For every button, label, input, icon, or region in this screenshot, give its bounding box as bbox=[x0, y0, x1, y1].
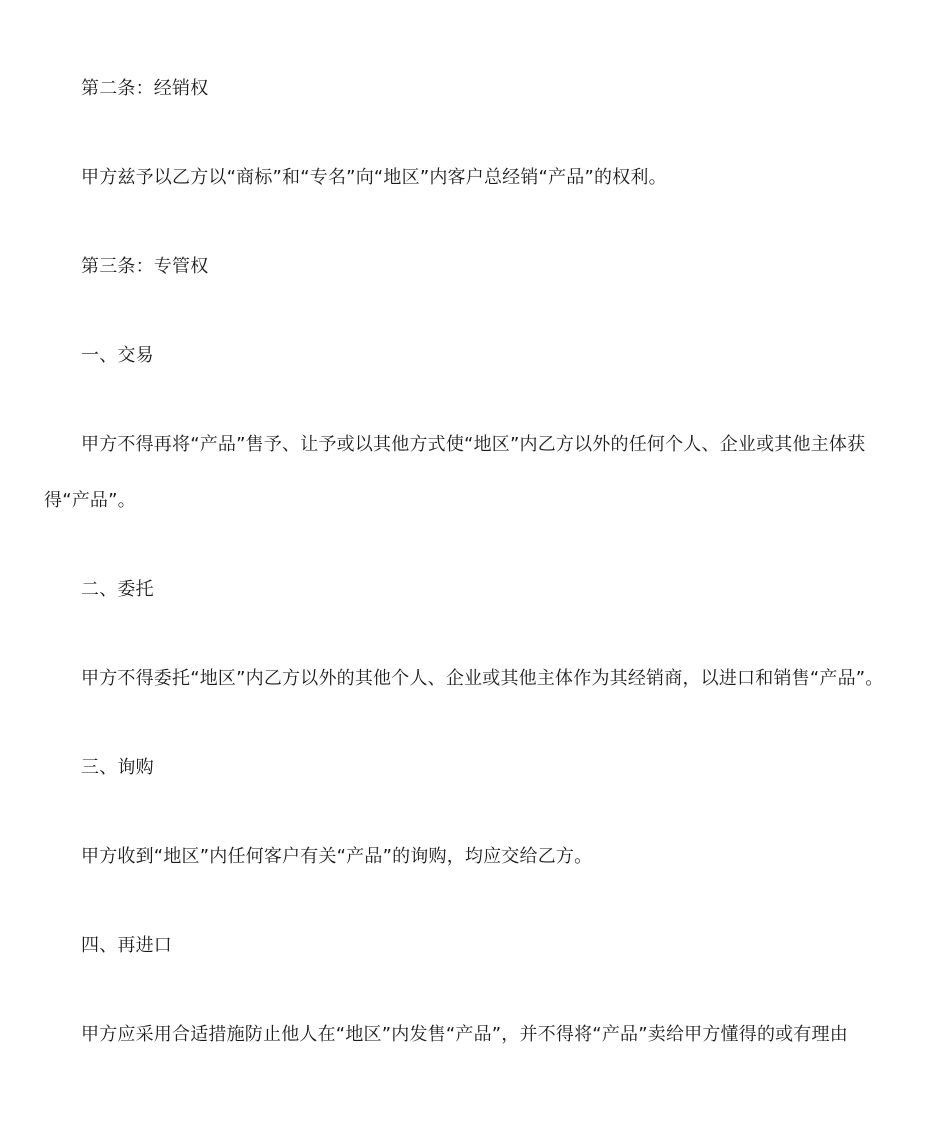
article-3-heading: 第三条：专管权 bbox=[81, 256, 209, 277]
section-4-heading: 四、再进口 bbox=[81, 935, 172, 956]
section-2-body: 甲方不得委托“地区”内乙方以外的其他个人、企业或其他主体作为其经销商，以进口和销售“产品”。 bbox=[81, 668, 884, 689]
section-1-heading: 一、交易 bbox=[81, 345, 154, 366]
section-3-heading: 三、询购 bbox=[81, 757, 154, 778]
article-2-heading: 第二条：经销权 bbox=[81, 78, 209, 99]
section-3-body: 甲方收到“地区”内任何客户有关“产品”的询购，均应交给乙方。 bbox=[81, 846, 593, 867]
article-2-body: 甲方兹予以乙方以“商标”和“专名”向“地区”内客户总经销“产品”的权利。 bbox=[81, 167, 667, 188]
section-4-body: 甲方应采用合适措施防止他人在“地区”内发售“产品”，并不得将“产品”卖给甲方懂得的或有理由 bbox=[81, 1024, 848, 1045]
section-1-body-line-1: 甲方不得再将“产品”售予、让予或以其他方式使“地区”内乙方以外的任何个人、企业或其他主体获 bbox=[81, 434, 866, 455]
section-2-heading: 二、委托 bbox=[81, 579, 154, 600]
section-1-body-line-2: 得“产品”。 bbox=[44, 490, 136, 511]
